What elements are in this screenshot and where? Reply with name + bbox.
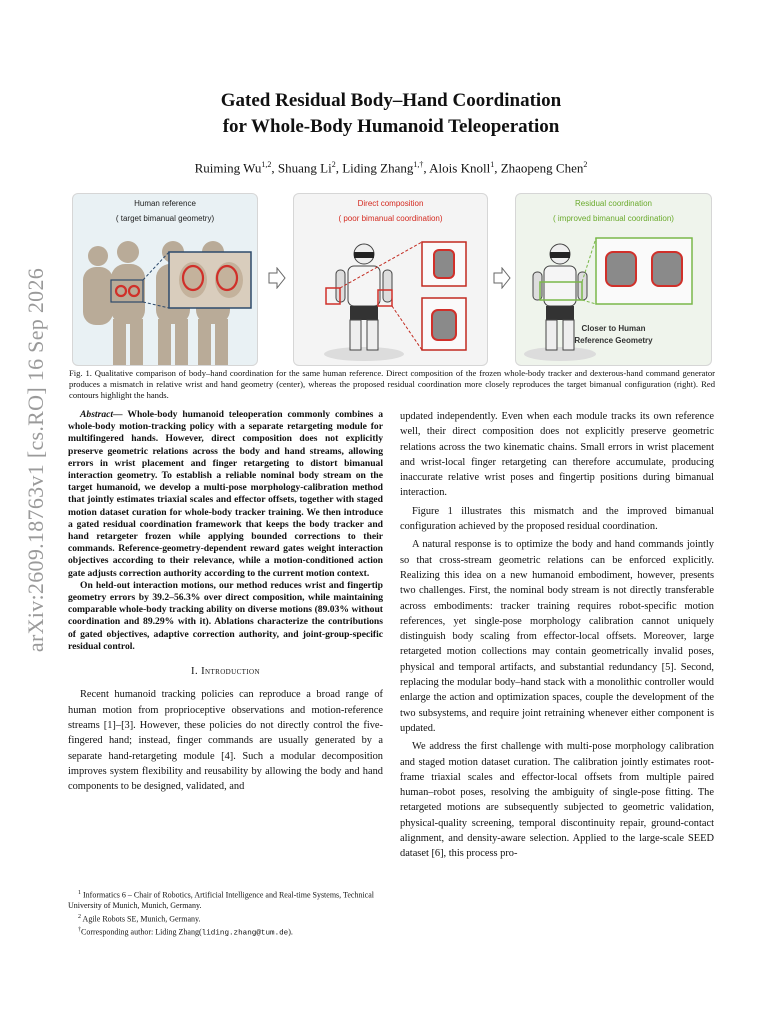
- panel-human-reference: [72, 193, 258, 366]
- footnote-text: Informatics 6 – Chair of Robotics, Artificial Intelligence and Real-time Systems, Technical University of Munich, Munich, Germany.: [68, 890, 374, 911]
- title-line-2: for Whole-Body Humanoid Teleoperation: [222, 116, 560, 137]
- panel-title: Direct composition: [357, 199, 424, 208]
- panel-direct-composition: [293, 193, 488, 366]
- author-name: Alois Knoll: [429, 160, 491, 176]
- arxiv-identifier: arXiv:2609.18763v1 [cs.RO] 16 Sep 2026: [23, 267, 48, 653]
- figure-caption: Fig. 1. Qualitative comparison of body–hand coordination for the same human reference. Direct composition of the frozen whole-body tracker and dexterous-hand command generator produces a mismatch in relative wrist and hand geometry (center), whereas the proposed residual coordination more closely reproduces the target bimanual configuration (right). Red contours highlight the hands.: [69, 368, 715, 400]
- body-paragraph: We address the first challenge with multi-pose morphology calibration and staged motion dataset curation. The calibration jointly estimates root-frame triaxial scales and effector-local offsets from multiple paired human–robot poses, resolving the ambiguity of single-pose fitting. The retargeted motions are subsequently subjected to geometric validation, physical-quality screening, temporal discontinuity repair, ground-contact alignment, and density-aware selection. Applied to the large-scale SEED dataset [6], this process pro-: [400, 741, 714, 860]
- abstract-label: Abstract—: [80, 409, 123, 420]
- body-paragraph: updated independently. Even when each module tracks its own reference well, their direct composition does not explicitly preserve geometric relations across the two kinematic chains. Small errors in wrist placement and wrist-local finger retargeting can therefore accumulate, producing inaccurate relative wrist poses and fingertip positions during bimanual interaction.: [400, 411, 714, 499]
- figure-1: [72, 193, 710, 365]
- footnote-mark: 1: [78, 890, 81, 896]
- panel-note-line-2: Reference Geometry: [574, 336, 653, 345]
- footnote: [68, 912, 388, 925]
- author-affiliation: 2: [331, 160, 336, 169]
- author-affiliation: 1,†: [413, 160, 424, 169]
- footnote-text: Corresponding author: Liding Zhang(: [81, 927, 202, 937]
- human-figures-illustration: [73, 194, 257, 365]
- abstract-text: Whole-body humanoid teleoperation commonly combines a whole-body motion-tracking policy with a separate retargeting module for multifingered hands. However, direct composition does not explicitly preserve geometric relations across the body and hand streams, allowing errors in wrist placement and finger retargeting to distort bimanual interaction geometry. To establish a reliable nominal body stream on the target humanoid, we develop a multi-pose morphology-calibration method that jointly estimates triaxial scales and effector offsets, together with staged motion dataset curation for whole-body tracker training. We then introduce a gated residual coordination framework that keeps the body tracker and hand retargeter frozen while applying bounded corrections to their commands. Reference-geometry-dependent reward gates weight interaction objectives according to their relevance, while a motion-conditioned action gate adjusts correction authority according to the current motion context.: [68, 409, 383, 579]
- footnote-text: ).: [288, 927, 293, 937]
- robot-direct-illustration: [294, 194, 487, 365]
- footnote-mark: 2: [78, 913, 81, 920]
- panel-subtitle: ( improved bimanual coordination): [553, 214, 674, 223]
- author-name: Liding Zhang: [342, 160, 414, 176]
- author-name: Shuang Li: [277, 160, 332, 176]
- footnote: [68, 925, 388, 939]
- footnote-mark: †: [78, 926, 81, 933]
- left-column: [68, 409, 383, 794]
- section-heading: I. Introduction: [191, 666, 260, 678]
- panel-note-line-1: Closer to Human: [581, 324, 646, 333]
- footnote: [68, 888, 388, 912]
- arrow-right-icon: [268, 267, 286, 289]
- abstract-paragraph: [68, 409, 383, 580]
- title-line-1: Gated Residual Body–Hand Coordination: [220, 90, 562, 111]
- body-paragraph: A natural response is to optimize the body and hand commands jointly so that cross-stream geometric relations can be enforced explicitly. Realizing this idea on a new humanoid embodiment, however, presents two challenges. First, the nominal body stream is not directly transferable across embodiments: tracker training requires robot-specific motion references, yet single-pose morphology calibration cannot uniquely distinguish body scaling from effector-local offsets. Moreover, large retargeted motion collections may contain geometrically invalid poses, physical and temporal artifacts, and substantial redundancy [5]. Second, replacing the modular body–hand stack with a monolithic controller would enlarge the action and optimization spaces, couple the development of the two subsystems, and require joint retraining whenever either component is updated.: [400, 539, 714, 734]
- panel-subtitle: ( poor bimanual coordination): [338, 214, 443, 223]
- right-column: [400, 409, 714, 862]
- author-name: Zhaopeng Chen: [500, 160, 584, 176]
- paper-title: [0, 88, 782, 140]
- body-paragraph: Figure 1 illustrates this mismatch and the improved bimanual configuration achieved by the proposed residual coordination.: [400, 505, 714, 533]
- author-affiliation: 2: [583, 160, 588, 169]
- footnotes: [68, 888, 388, 939]
- body-paragraph: Recent humanoid tracking policies can reproduce a broad range of human motion from proprioceptive observations and motion-reference streams [1]–[3]. However, these policies do not directly control the five-fingered hand; instead, finger commands are usually generated by a separate hand-retargeting module [4]. Such a modular decomposition improves system flexibility and reusability by allowing the body and hand components to be designed, validated, and: [68, 689, 383, 793]
- author-email-link[interactable]: liding.zhang@tum.de: [201, 929, 289, 938]
- abstract-paragraph-2: On held-out interaction motions, our method reduces wrist and fingertip geometry errors by 39.2–56.3% over direct composition, while maintaining comparable whole-body tracking ability on diverse motions (89.03% without coordination and 89.29% with it). Ablations characterize the contributions of gated objectives, adaptive correction authority, and joint-group-specific residual control.: [68, 579, 383, 652]
- panel-residual-coordination: [515, 193, 712, 366]
- author-list: Ruiming Wu$^{1,2}$, Shuang Li$^2$, Liding Zhang$^{1,\dagger}$, Alois Knoll$^1$, Zhaopeng Chen$^2$: [194, 160, 588, 176]
- author-affiliation: 1: [490, 160, 495, 169]
- footnote-text: Agile Robots SE, Munich, Germany.: [81, 914, 201, 924]
- panel-title: Residual coordination: [575, 199, 652, 208]
- panel-title: Human reference: [134, 199, 196, 208]
- author-name: Ruiming Wu: [194, 160, 262, 176]
- panel-subtitle: ( target bimanual geometry): [115, 214, 215, 223]
- arrow-right-icon: [493, 267, 511, 289]
- author-affiliation: 1,2: [261, 160, 272, 169]
